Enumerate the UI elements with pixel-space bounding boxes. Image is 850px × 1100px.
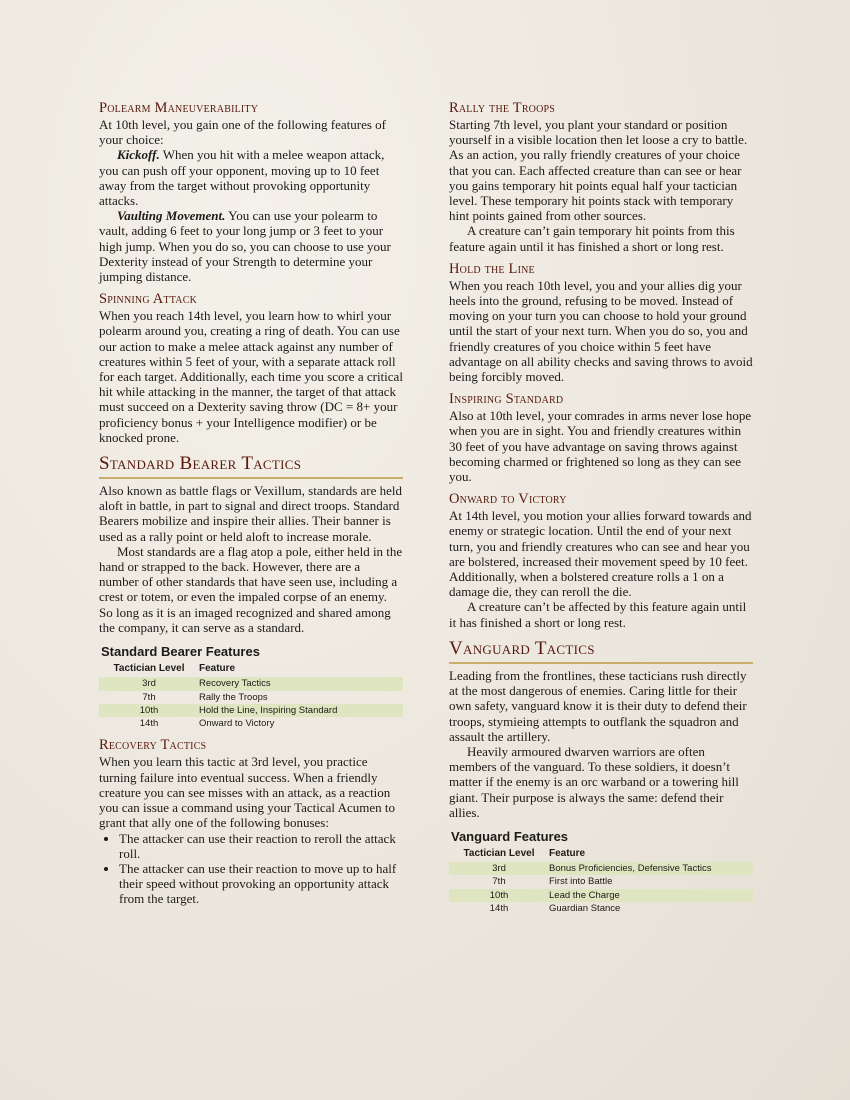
rally-the-troops-p2: A creature can’t gain temporary hit points from this feature again until it has finished a short or long rest. [449,223,735,254]
onward-to-victory-p1: At 14th level, you motion your allies forward towards and enemy or strategic location. Until the end of your next turn, you and friendly creatures who can see and hear you are bolstered, increased their movement speed by 10 feet. Additionally, when a bolstered creature rolls a 1 on a damage die, they can reroll the die. [449,508,752,600]
inspiring-standard-heading: Inspiring Standard [449,391,564,408]
col-feature-header: Feature [199,663,236,675]
level-cell: 10th [99,704,199,717]
standard-bearer-table [99,660,403,730]
feature-cell: Bonus Proficiencies, Defensive Tactics [549,862,753,875]
hold-the-line-text: When you reach 10th level, you and your allies dig your heels into the ground, refusing to be moved. Instead of moving on your turn you can choose to hold your ground until the start of your next turn. When you do so, you and friendly creatures of you choice within 5 feet have advantage on all ability checks and saving throws to avoid being forcibly moved. [449,277,753,385]
vanguard-table [449,845,753,915]
vanguard-table-title: Vanguard Features [451,828,569,844]
level-cell: 3rd [99,677,199,690]
table-row [449,889,753,902]
table-row [99,677,403,690]
feature-cell: Hold the Line, Inspiring Standard [199,704,403,717]
table-row [99,691,403,704]
recovery-tactics-text: When you learn this tactic at 3rd level, you practice turning failure into eventual success. When a friendly creature you can see misses with an attack, as a reaction you can issue a command using your Tactical Acumen to grant that ally one of the following bonuses: [99,754,395,831]
right-column [449,100,753,915]
vanguard-p2: Heavily armoured dwarven warriors are often members of the vanguard. To these soldiers, it doesn’t matter if the enemy is an orc warband or a towering hill giant. Their purpose is always the same: defend their allies. [449,743,739,820]
table-row [99,704,403,717]
feature-cell: Guardian Stance [549,903,621,915]
table-header-row [99,660,403,677]
kickoff-text: When you hit with a melee weapon attack, you can push off your opponent, moving up to 10 feet away from the target without provoking opportunity attacks. [99,147,385,209]
vanguard-p1: Leading from the frontlines, these tacticians rush directly at the most dangerous of enemies. Caring little for their own safety, vanguard know it is their duty to defend their troops, stymieing attempts to outflank the squadron and assault the artillery. [449,667,747,744]
polearm-intro: At 10th level, you gain one of the following features of your choice: [99,117,387,148]
kickoff-feature [99,147,403,208]
list-item: • The attacker can use their reaction to reroll the attack roll. [119,831,403,861]
vaulting-feature [99,208,403,284]
standard-bearer-p2: Most standards are a flag atop a pole, either held in the hand or strapped to the back. However, there are a number of other standards that have seen use, including a crest or totem, or even the impaled corpse of an enemy. So long as it is an imaged recognized and shared among the company, it can serve as a standard. [99,543,403,635]
list-item: • The attacker can use their reaction to move up to half their speed without provoking an opportunity attack from the target. [119,861,403,907]
standard-bearer-table-title: Standard Bearer Features [101,644,260,660]
table-row [449,875,753,888]
feature-cell: Lead the Charge [549,889,753,902]
spinning-attack-heading: Spinning Attack [99,291,197,308]
level-cell: 7th [142,691,156,703]
standard-bearer-heading: Standard Bearer Tactics [99,453,403,479]
level-cell: 14th [139,718,159,730]
level-cell: 14th [489,903,509,915]
table-row [449,862,753,875]
kickoff-name: Kickoff. [117,147,160,163]
level-cell: 10th [449,889,549,902]
standard-bearer-p1: Also known as battle flags or Vexillum, standards are held aloft in battle, in part to signal and direct troops. Standard Bearers mobilize and inspire their allies. Their banner is used as a rally point or held aloft to increase morale. [99,483,403,544]
col-feature-header: Feature [549,847,586,859]
feature-cell: Recovery Tactics [199,677,403,690]
table-row [449,902,753,915]
vaulting-name: Vaulting Movement. [117,208,226,224]
onward-to-victory-p2: A creature can’t be affected by this feature again until it has finished a short or long rest. [449,599,747,630]
left-column [99,100,403,907]
spinning-attack-text: When you reach 14th level, you learn how to whirl your polearm around you, creating a ring of death. You can use our action to make a melee attack against any number of creatures within 5 feet of your, with a separate attack roll for each target. Additionally, each time you score a critical hit while attacking in the manner, the target of that attack must succeed on a Dexterity saving throw (DC = 8+ your proficiency bonus + your Intelligence modifier) or be knocked prone. [99,308,403,445]
table-row [99,717,403,730]
vaulting-text: You can use your polearm to vault, adding 6 feet to your long jump or 3 feet to your high jump. When you do so, you can choose to use your Dexterity instead of your Strength to determine your jumping distance. [99,208,391,285]
feature-cell: Rally the Troops [199,691,268,703]
rally-the-troops-heading: Rally the Troops [449,100,556,116]
col-level-header: Tactician Level [113,663,185,675]
feature-cell: First into Battle [549,876,613,888]
vanguard-tactics-heading: Vanguard Tactics [449,638,753,664]
table-header-row [449,845,753,862]
onward-to-victory-heading: Onward to Victory [449,491,567,508]
recovery-bonus-list [99,831,403,907]
recovery-tactics-heading: Recovery Tactics [99,737,207,754]
level-cell: 3rd [449,862,549,875]
hold-the-line-heading: Hold the Line [449,260,535,277]
feature-cell: Onward to Victory [199,718,275,730]
polearm-maneuverability-heading: Polearm Maneuverability [99,100,259,116]
col-level-header: Tactician Level [463,847,535,859]
level-cell: 7th [492,876,506,888]
inspiring-standard-text: Also at 10th level, your comrades in arms never lose hope when you are in sight. You and friendly creatures within 30 feet of you have advantage on saving throws against becoming charmed or frightened so long as they can see you. [449,408,752,485]
rally-the-troops-p1: Starting 7th level, you plant your standard or position yourself in a visible location then let loose a cry to battle. As an action, you rally friendly creatures of your choice that you can. Each affected creature than can see or hear you gains temporary hit points equal half your tactician level. These temporary hit points stack with temporary hint points gained from other sources. [449,117,748,224]
